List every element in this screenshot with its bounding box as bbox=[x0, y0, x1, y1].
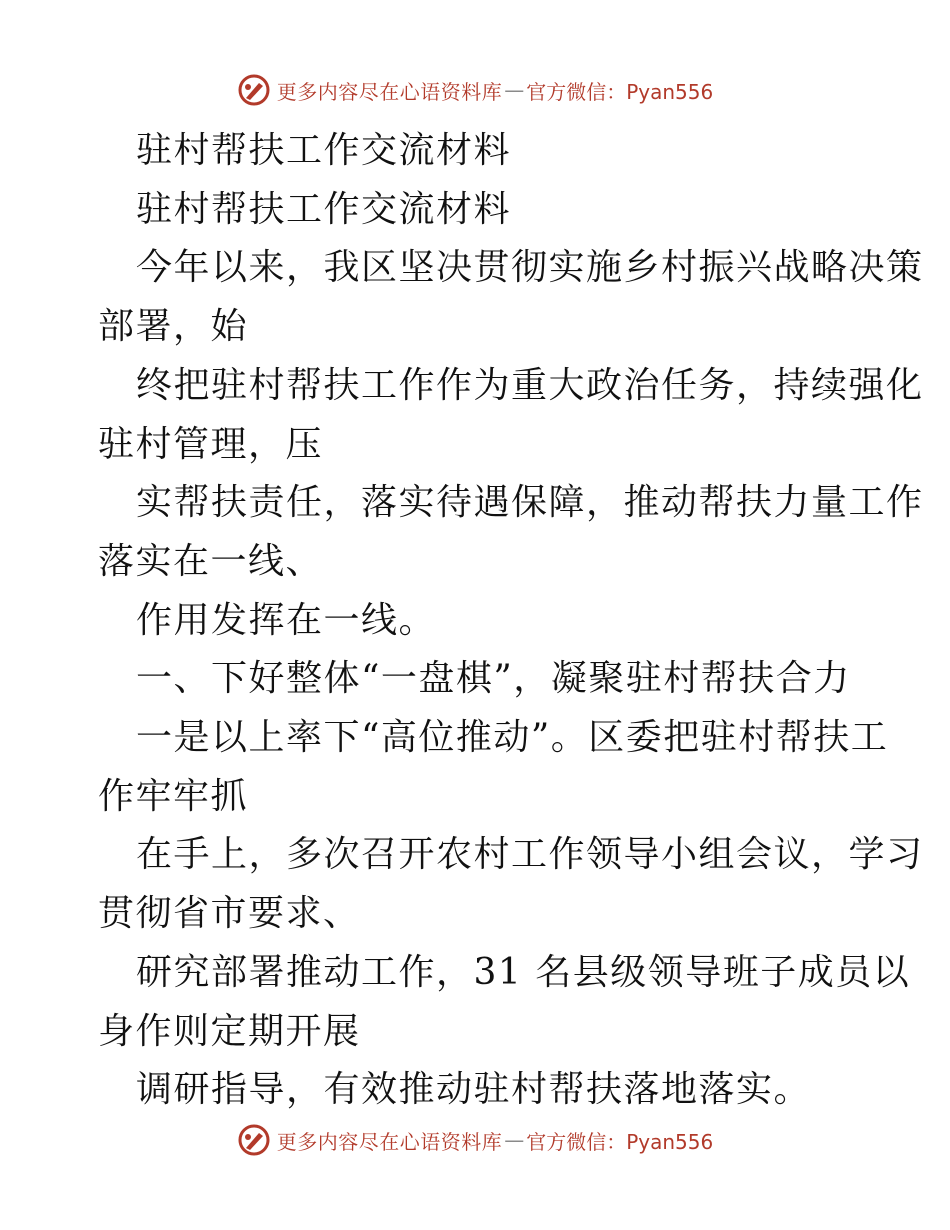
doc-title-line: 驻村帮扶工作交流材料 bbox=[136, 188, 512, 230]
document-body bbox=[98, 122, 924, 1120]
doc-paragraph-line: 贯彻省市要求、 bbox=[98, 893, 361, 935]
doc-paragraph-line: 一是以上率下“高位推动”。区委把驻村帮扶工 bbox=[136, 717, 889, 759]
doc-section-heading: 一、下好整体“一盘棋”，凝聚驻村帮扶合力 bbox=[136, 658, 851, 700]
doc-paragraph-line: 驻村管理，压 bbox=[98, 423, 324, 465]
doc-paragraph-line: 调研指导，有效推动驻村帮扶落地落实。 bbox=[136, 1069, 812, 1111]
watermark-site-text: 更多内容尽在心语资料库 bbox=[276, 79, 503, 104]
doc-paragraph-line: 在手上，多次召开农村工作领导小组会议，学习 bbox=[136, 834, 924, 876]
doc-paragraph-line: 作用发挥在一线。 bbox=[136, 599, 437, 641]
pen-logo-icon bbox=[237, 73, 271, 107]
doc-paragraph-line: 终把驻村帮扶工作作为重大政治任务，持续强化 bbox=[136, 364, 924, 406]
doc-title-line: 驻村帮扶工作交流材料 bbox=[136, 130, 512, 171]
doc-paragraph-line: 作牢牢抓 bbox=[98, 775, 249, 817]
doc-paragraph-line: 部署，始 bbox=[98, 306, 249, 348]
doc-paragraph-line: 落实在一线、 bbox=[98, 540, 324, 582]
watermark-separator: — bbox=[504, 1128, 525, 1152]
doc-paragraph-line: 身作则定期开展 bbox=[98, 1010, 361, 1052]
pen-logo-icon bbox=[237, 1123, 271, 1157]
watermark-wechat-text: 官方微信：Pyan556 bbox=[526, 1129, 714, 1154]
doc-paragraph-line: 研究部署推动工作，31 名县级领导班子成员以 bbox=[136, 951, 911, 993]
footer-watermark bbox=[0, 1120, 950, 1160]
doc-paragraph-line: 实帮扶责任，落实待遇保障，推动帮扶力量工作 bbox=[136, 482, 924, 524]
watermark-wechat-text: 官方微信：Pyan556 bbox=[526, 79, 714, 104]
doc-paragraph-line: 今年以来，我区坚决贯彻实施乡村振兴战略决策 bbox=[136, 247, 924, 289]
watermark-separator: — bbox=[504, 78, 525, 102]
header-watermark bbox=[0, 70, 950, 110]
watermark-site-text: 更多内容尽在心语资料库 bbox=[276, 1129, 503, 1154]
